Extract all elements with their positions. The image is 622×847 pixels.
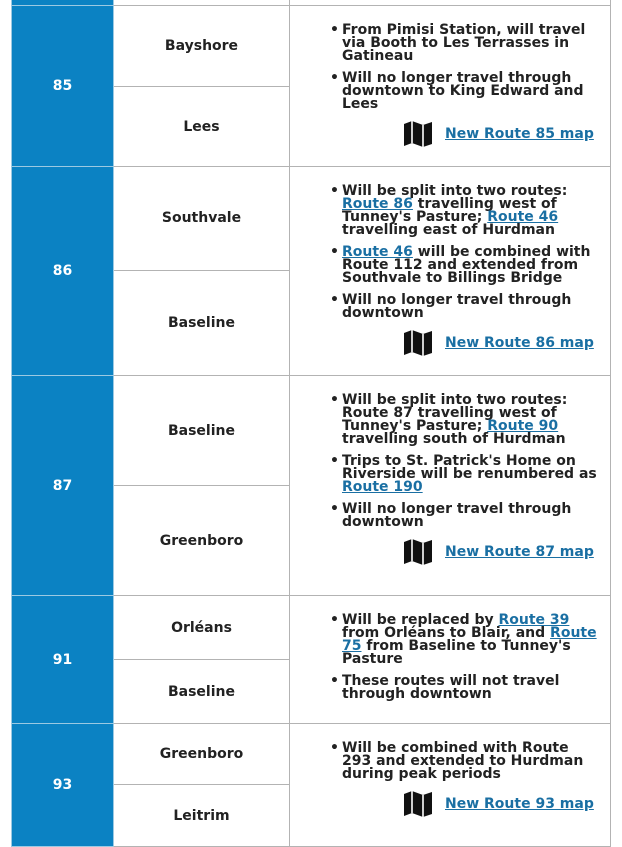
change-text: Will no longer travel through downtown [342, 501, 572, 530]
route-number: 91 [12, 596, 114, 724]
change-item [342, 72, 602, 111]
change-item [342, 614, 602, 666]
map-icon [403, 329, 433, 357]
change-item [342, 455, 602, 494]
route-map-link[interactable]: New Route 86 map [445, 334, 594, 351]
route-destination: Southvale [114, 167, 290, 271]
route-destination: Baseline [114, 270, 290, 375]
route-row [12, 596, 611, 660]
route-map-link[interactable]: New Route 87 map [445, 543, 594, 560]
route-map-row [403, 790, 610, 836]
route-destination: Baseline [114, 660, 290, 724]
change-list [290, 6, 610, 111]
change-text: travelling west of Tunney's Pasture; [342, 196, 557, 225]
route-link[interactable]: Route 86 [342, 196, 413, 212]
route-changes-table [11, 0, 611, 847]
route-destination: Baseline [114, 376, 290, 486]
route-number: 93 [12, 724, 114, 847]
change-text: Will no longer travel through downtown to King Edward and Lees [342, 70, 584, 112]
map-icon [403, 538, 433, 566]
route-destination: Leitrim [114, 785, 290, 847]
route-description [290, 376, 611, 596]
route-row [12, 167, 611, 271]
route-row [12, 6, 611, 87]
route-description [290, 6, 611, 167]
route-destination: Lees [114, 87, 290, 167]
change-list [290, 596, 610, 701]
route-map-link[interactable]: New Route 85 map [445, 125, 594, 142]
change-text: will be combined with Route 112 and extended from Southvale to Billings Bridge [342, 244, 591, 286]
change-item [342, 394, 602, 446]
route-number: 87 [12, 376, 114, 596]
route-table-body [12, 0, 611, 847]
change-item [342, 24, 602, 63]
route-description [290, 724, 611, 847]
change-item [342, 246, 602, 285]
route-destination: Greenboro [114, 486, 290, 596]
change-text: travelling south of Hurdman [342, 431, 566, 447]
change-item [342, 294, 602, 320]
route-link[interactable]: Route 39 [498, 612, 570, 628]
change-text: from Baseline to Tunney's Pasture [342, 638, 571, 667]
change-item [342, 503, 602, 529]
route-map-row [403, 329, 610, 375]
change-text: These routes will not travel through downtown [342, 673, 560, 702]
route-description [290, 167, 611, 376]
route-destination: Bayshore [114, 6, 290, 87]
route-description [290, 596, 611, 724]
route-link[interactable]: Route 46 [342, 244, 413, 260]
map-icon [403, 120, 433, 148]
map-icon [403, 790, 433, 818]
change-text: from Orléans to Blair, and [342, 625, 551, 641]
route-row [12, 376, 611, 486]
route-row [12, 724, 611, 785]
change-text: Will be split into two routes: Route 87 travelling west of Tunney's Pasture; [342, 392, 568, 434]
route-link[interactable]: Route 190 [342, 479, 423, 495]
route-map-link[interactable]: New Route 93 map [445, 795, 594, 812]
route-number: 86 [12, 167, 114, 376]
change-list [290, 724, 610, 781]
route-link[interactable]: Route 46 [487, 209, 559, 225]
change-list [290, 376, 610, 529]
change-item [342, 185, 602, 237]
route-link[interactable]: Route 90 [487, 418, 559, 434]
change-item [342, 675, 602, 701]
change-text: travelling east of Hurdman [342, 222, 555, 238]
change-text: From Pimisi Station, will travel via Booth to Les Terrasses in Gatineau [342, 22, 586, 64]
change-text: Will be replaced by [342, 612, 499, 628]
route-map-row [403, 120, 610, 166]
route-map-row [403, 538, 610, 584]
route-number: 85 [12, 6, 114, 167]
change-text: Will be split into two routes: [342, 183, 568, 199]
change-text: Will be combined with Route 293 and extended to Hurdman during peak periods [342, 740, 584, 782]
change-list [290, 167, 610, 320]
change-item [342, 742, 602, 781]
route-destination: Orléans [114, 596, 290, 660]
route-link[interactable]: Route 75 [342, 625, 597, 654]
change-text: Trips to St. Patrick's Home on Riverside will be renumbered as [342, 453, 597, 482]
route-destination: Greenboro [114, 724, 290, 785]
change-text: Will no longer travel through downtown [342, 292, 572, 321]
